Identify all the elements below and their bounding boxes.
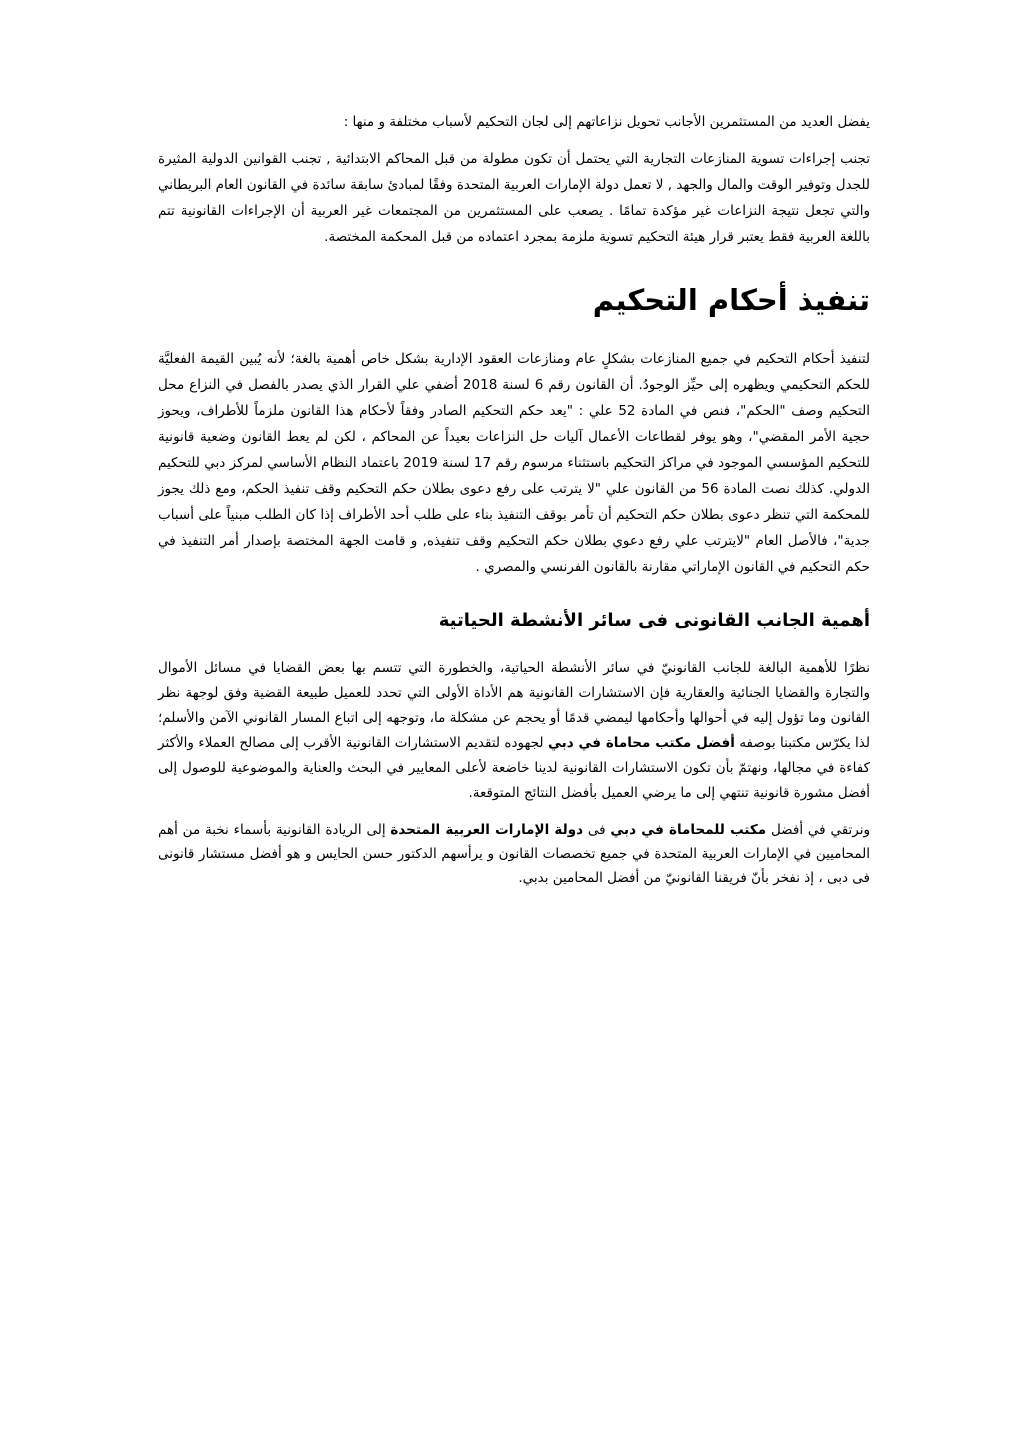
arbitration-reasons-paragraph: تجنب إجراءات تسوية المنازعات التجارية التي يحتمل أن تكون مطولة من قبل المحاكم الابتدائية , تجنب القوانين الدولية المثيرة للجدل وتوفير الوقت والمال والجهد , لا تعمل دولة الإمارات العربية المتحدة وفقًا لمبادئ سابقة سائدة في القانون العام البريطاني والتي تجعل نتيجة النزاعات غير مؤكدة تمامًا . يصعب على المستثمرين من المجتمعات غير العربية أن الإجراءات القانونية تتم باللغة العربية فقط يعتبر قرار هيئة التحكيم تسوية ملزمة بمجرد اعتماده من قبل المحكمة المختصة. bbox=[157, 151, 870, 245]
arbitration-enforcement-paragraph: لتنفيذ أحكام التحكيم في جميع المنازعات بشكلٍ عام ومنازعات العقود الإدارية بشكل خاص أهمية بالغة؛ لأنه يُبين القيمة الفعليَّة للحكم التحكيمي ويظهره إلى حيِّز الوجودُ. أن القانون رقم 6 لسنة 2018 أضفي علي القرار الذي يصدر بالفصل في النزاع محل التحكيم وصف "الحكم"، فنص في المادة 52 علي : "يعد حكم التحكيم الصادر وفقاً لأحكام هذا القانون ملزماً للأطراف، ويحوز حجية الأمر المقضي"، وهو يوفر لقطاعات الأعمال آليات حل النزاعات بعيداً عن المحاكم ، لكن لم يعط القانون وضعية قانونية للتحكيم المؤسسي الموجود في مراكز التحكيم باستثناء مرسوم رقم 17 لسنة 2019 باعتماد النظام الأساسي لمركز دبي للتحكيم الدولي. كذلك نصت المادة 56 من القانون علي "لا يترتب على رفع دعوى بطلان حكم التحكيم وقف تنفيذ الحكم، ومع ذلك يجوز للمحكمة التي تنظر دعوى بطلان حكم التحكيم أن تأمر بوقف التنفيذ بناء على طلب أحد الأطراف إذا كان الطلب مبنياً على أسباب جدية"، فالأصل العام "لايترتب علي رفع دعوي بطلان حكم التحكيم وقف تنفيذه, و قامت الجهة المختصة بإصدار أمر التنفيذ في حكم التحكيم في القانون الإماراتي مقارنة بالقانون الفرنسي والمصري . bbox=[158, 351, 870, 575]
text-span: نظرًا للأهمية البالغة للجانب القانونيّ في سائر الأنشطة الحياتية، والخطورة التي تتسم بها بعض القضايا في مسائل الأموال والتجارة والقضايا الجنائية والعقارية فإن الاستشارات القانونية هم الأداة الأولى التي تحدد للعميل طبيعة القضية وفق لوجهة نظر القانون وما تؤول إليه في أحوالها وأحكامها ليمضي قدمًا أو يحجم عن مشكلة ما، وتوجهه إلى اتباع المسار القانوني الآمن والأسلم؛ لذا يكرّس مكتبنا بوصفه bbox=[158, 660, 870, 751]
text-span: إلى الريادة القانونية بأسماء نخبة من أهم المحاميين في الإمارات العربية المتحدة في جميع تخصصات القانون و يرأسهم الدكتور حسن الحايس و هو أفضل مستشار قانونى فى دبى ، إذ نفخر بأنّ فريقنا القانونيّ من أفضل المحامين بدبي. bbox=[158, 822, 870, 886]
document-page bbox=[158, 110, 870, 890]
text-span: فى bbox=[583, 822, 611, 838]
heading-legal-importance: أهمية الجانب القانونى فى سائر الأنشطة الحياتية bbox=[438, 610, 870, 631]
bold-text: مكتب للمحاماة في دبي bbox=[610, 822, 767, 838]
intro-paragraph: يفضل العديد من المستثمرين الأجانب تحويل نزاعاتهم إلى لجان التحكيم لأسباب مختلفة و منها : bbox=[343, 114, 870, 130]
legal-importance-paragraph bbox=[158, 656, 870, 806]
bold-text: دولة الإمارات العربية المتحدة bbox=[390, 822, 584, 838]
text-span: ونرتقي في أفضل bbox=[766, 822, 871, 838]
bold-text: أفضل مكتب محاماة في دبي bbox=[547, 735, 735, 751]
law-firm-paragraph bbox=[158, 818, 870, 890]
text-span: لجهوده لتقديم الاستشارات القانونية الأقرب إلى مصالح العملاء والأكثر كفاءة في مجالها، ونهتمّ بأن تكون الاستشارات القانونية لدينا خاضعة لأعلى المعايير في البحث والعناية والموضوعية للوصول إلى أفضل مشورة قانونية تنتهي إلى ما يرضي العميل بأفضل النتائج المتوقعة. bbox=[158, 735, 870, 801]
heading-arbitration-enforcement: تنفيذ أحكام التحكيم bbox=[592, 283, 870, 317]
